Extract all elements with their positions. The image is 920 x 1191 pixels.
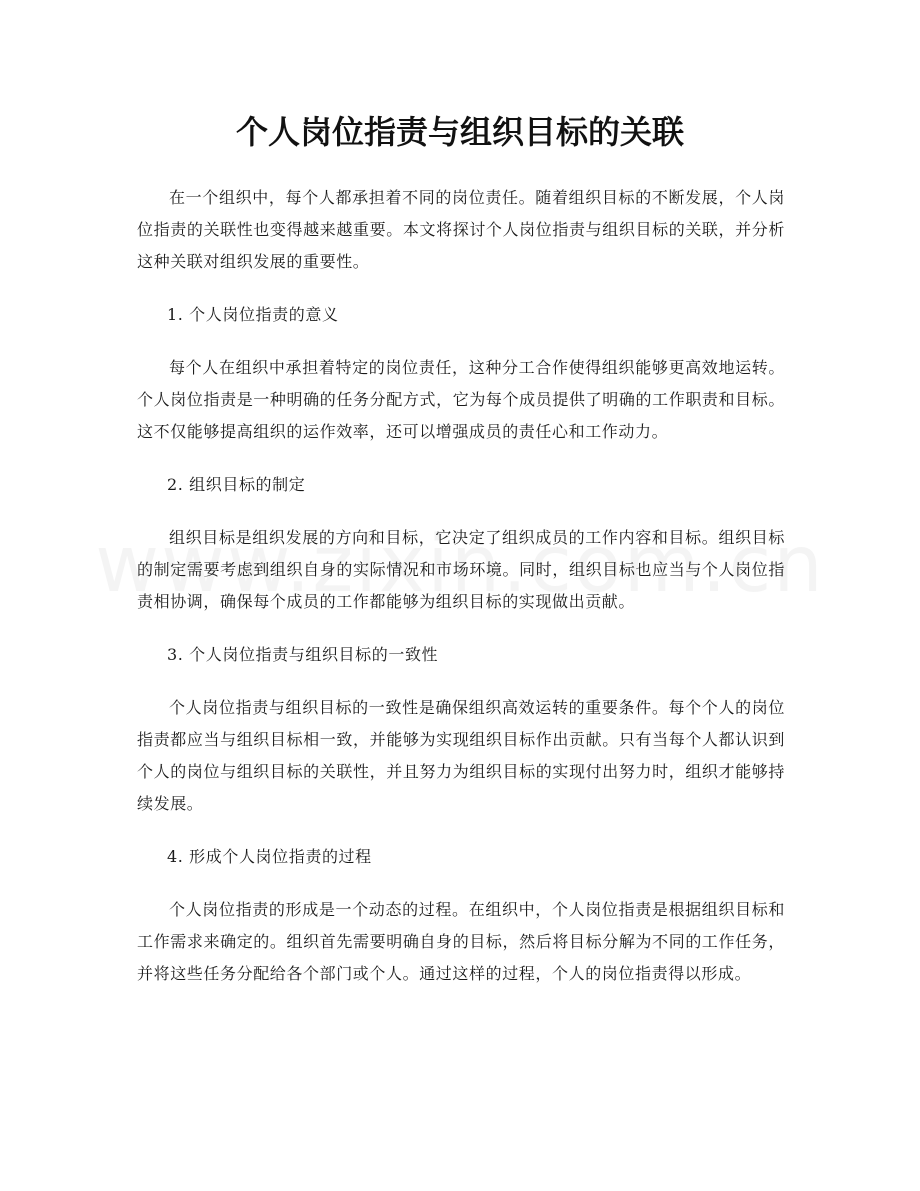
section-heading-1: 1. 个人岗位指责的意义: [167, 305, 339, 324]
document-title: 个人岗位指责与组织目标的关联: [235, 113, 684, 151]
section-paragraph-3: 个人岗位指责与组织目标的一致性是确保组织高效运转的重要条件。每个个人的岗位指责都应当与组织目标相一致，并能够为实现组织目标作出贡献。只有当每个人都认识到个人的岗位与组织目标的关联性，并且努力为组织目标的实现付出努力时，组织才能够持续发展。: [137, 698, 785, 813]
document-body: [137, 182, 785, 1011]
section-heading-2: 2. 组织目标的制定: [167, 475, 306, 494]
section-paragraph-1: 每个人在组织中承担着特定的岗位责任，这种分工合作使得组织能够更高效地运转。个人岗位指责是一种明确的任务分配方式，它为每个成员提供了明确的工作职责和目标。这不仅能够提高组织的运作效率，还可以增强成员的责任心和工作动力。: [137, 358, 785, 441]
section-paragraph-4: 个人岗位指责的形成是一个动态的过程。在组织中，个人岗位指责是根据组织目标和工作需求来确定的。组织首先需要明确自身的目标，然后将目标分解为不同的工作任务，并将这些任务分配给各个部门或个人。通过这样的过程，个人的岗位指责得以形成。: [137, 900, 785, 983]
section-paragraph-2: 组织目标是组织发展的方向和目标，它决定了组织成员的工作内容和目标。组织目标的制定需要考虑到组织自身的实际情况和市场环境。同时，组织目标也应当与个人岗位指责相协调，确保每个成员的工作都能够为组织目标的实现做出贡献。: [137, 528, 785, 611]
section-heading-4: 4. 形成个人岗位指责的过程: [167, 847, 372, 866]
section-heading-3: 3. 个人岗位指责与组织目标的一致性: [167, 645, 439, 664]
intro-paragraph: 在一个组织中，每个人都承担着不同的岗位责任。随着组织目标的不断发展，个人岗位指责的关联性也变得越来越重要。本文将探讨个人岗位指责与组织目标的关联，并分析这种关联对组织发展的重要性。: [137, 188, 785, 271]
